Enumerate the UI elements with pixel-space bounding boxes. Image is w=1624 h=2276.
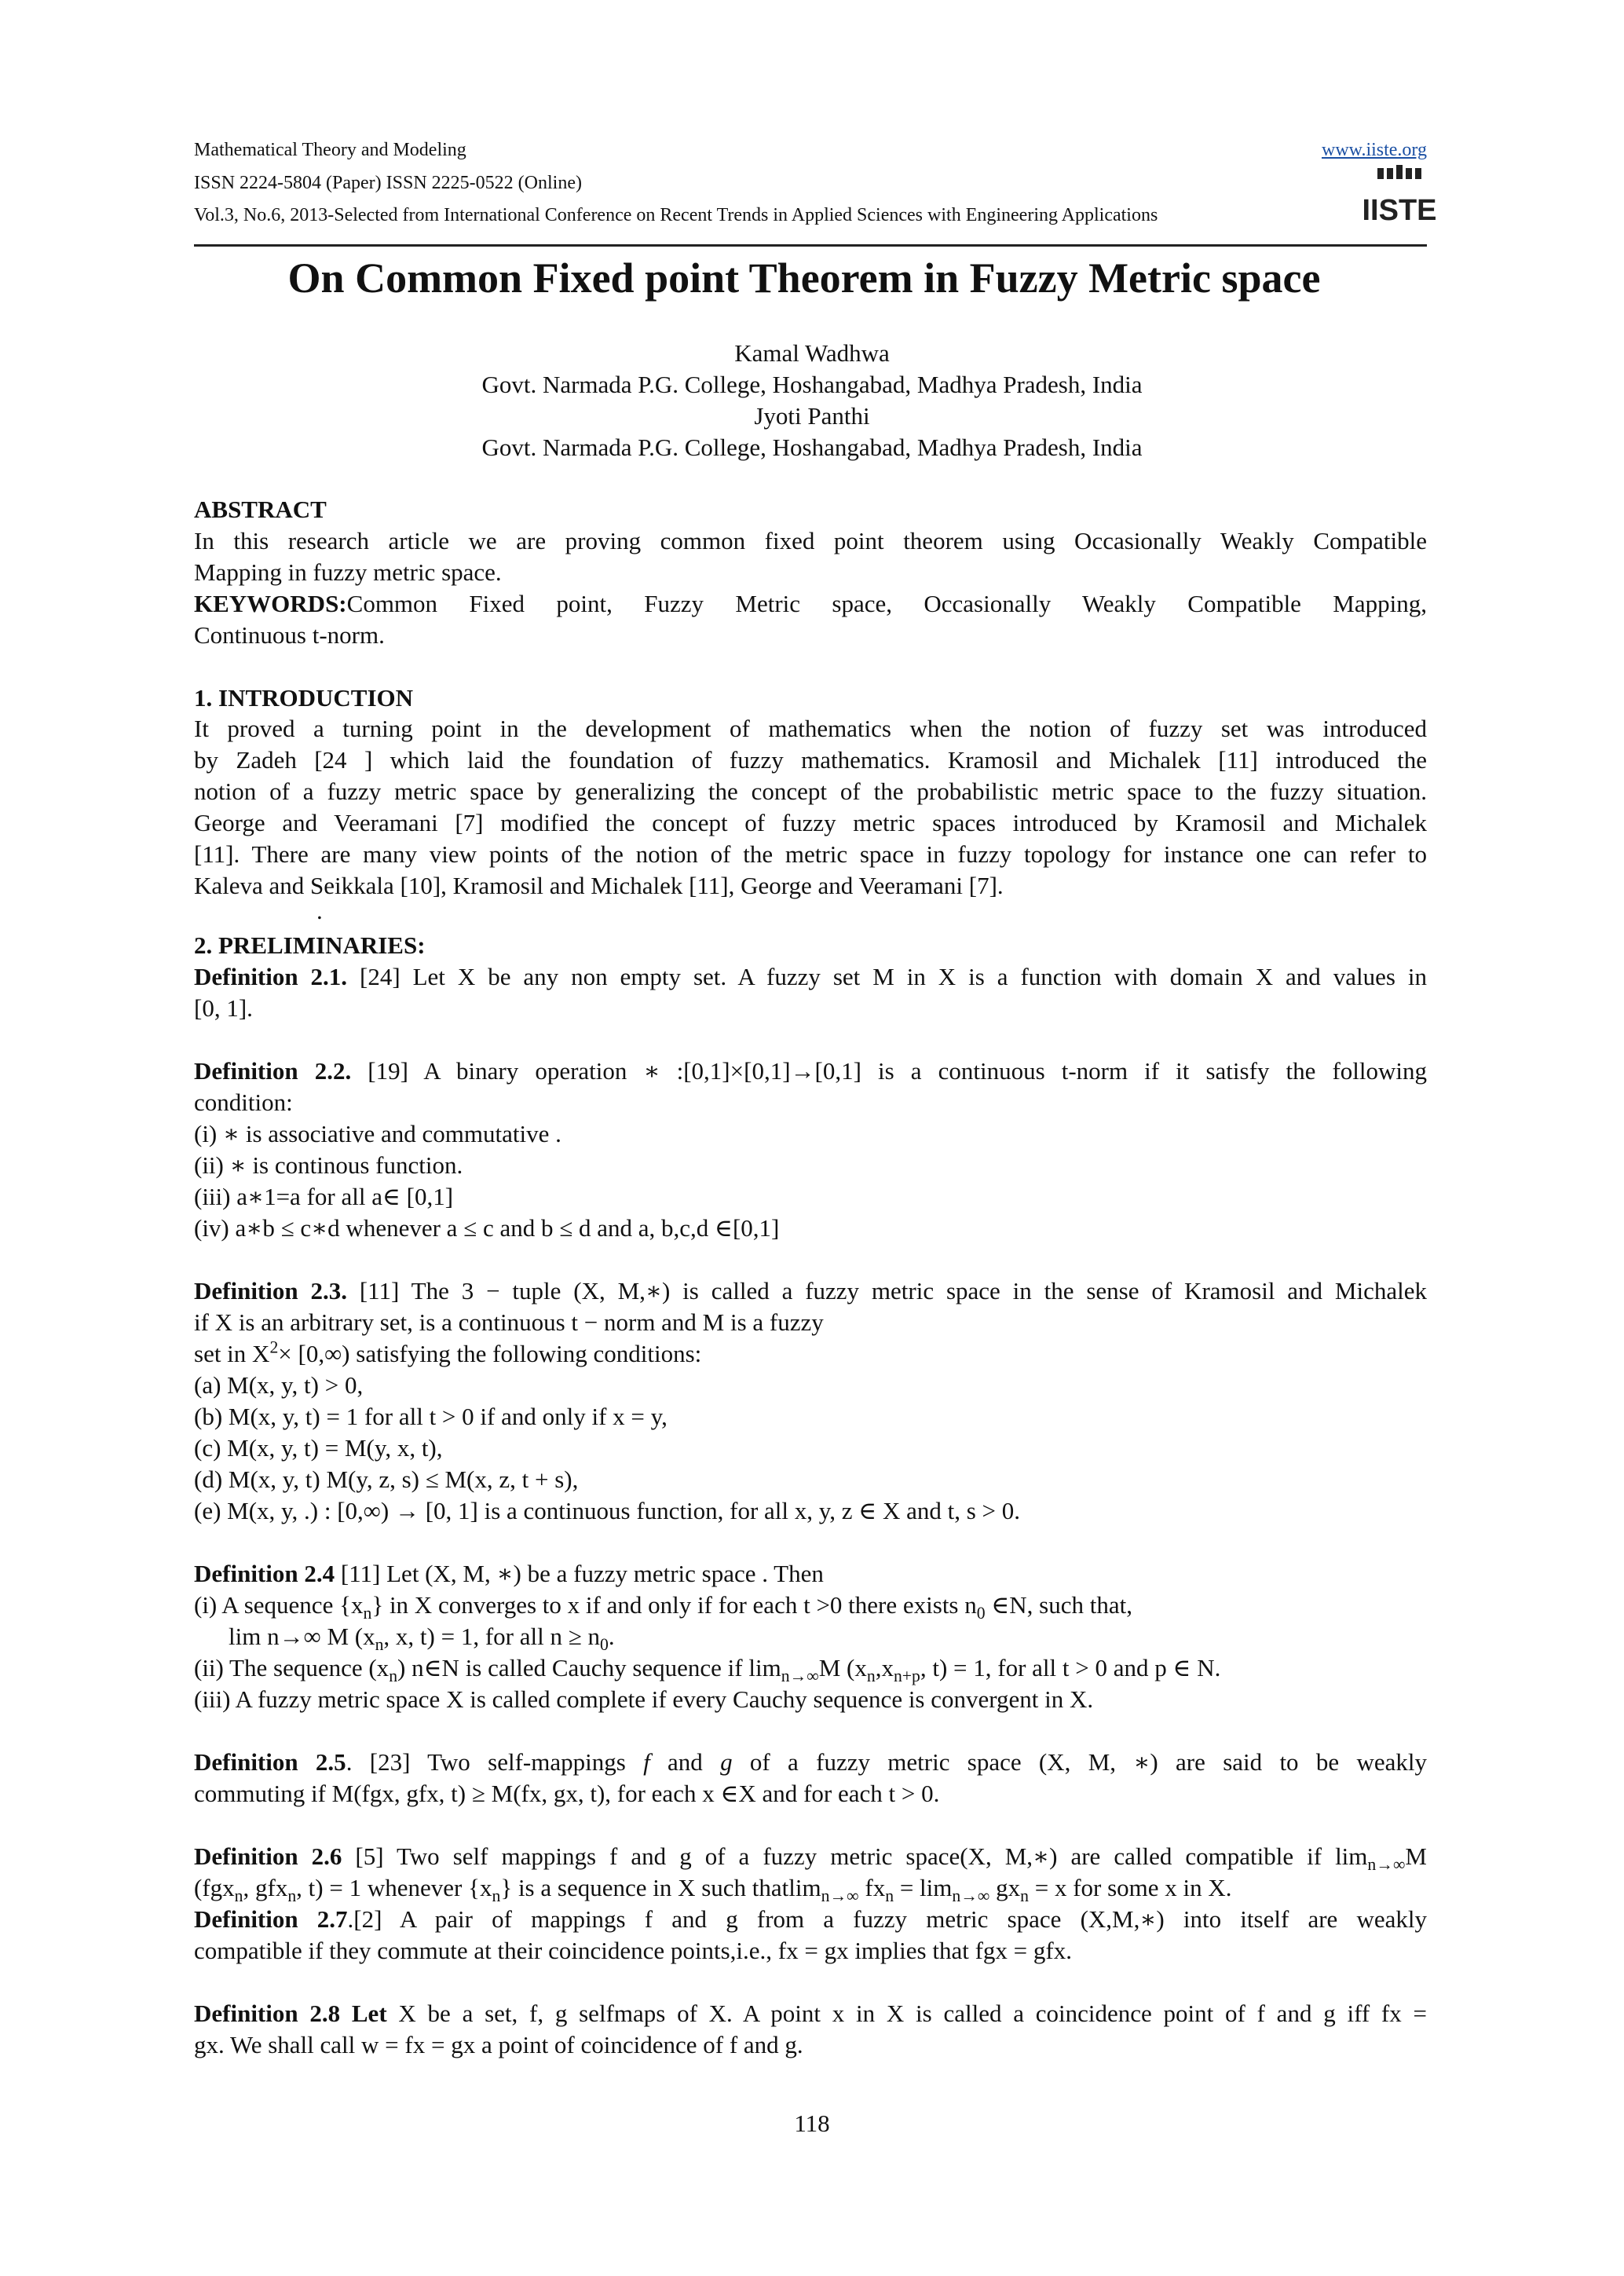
abstract-heading: ABSTRACT [194, 496, 327, 523]
definition-line: commuting if M(fgx, gfx, t) ≥ M(fx, gx, t), for each x ∈X and for each t > 0. [194, 1780, 940, 1807]
definition-item: (a) M(x, y, t) > 0, [194, 1371, 364, 1399]
section-heading-preliminaries: 2. PRELIMINARIES: [194, 931, 426, 959]
definition-2-4: Definition 2.4 [11] Let (X, M, ∗) be a fuzzy metric space . Then [194, 1560, 824, 1587]
definition-item: (iv) a∗b ≤ c∗d whenever a ≤ c and b ≤ d and a, b,c,d ∈[0,1] [194, 1214, 780, 1242]
definition-item: lim n→∞ M ($x_n$, x, t) = 1, for all $n \ge n_0$. [229, 1623, 615, 1655]
issn-line: ISSN 2224-5804 (Paper) ISSN 2225-0522 (Online) [194, 173, 582, 193]
journal-url-link[interactable]: www.iiste.org [1322, 140, 1427, 160]
definition-item: (iii) a∗1=a for all a∈ [0,1] [194, 1183, 454, 1210]
page-number: 118 [794, 2110, 830, 2137]
definition-2-2: Definition 2.2. [19] A binary operation ∗ :[0,1]×[0,1]→[0,1] is a continuous t-norm if it satisfy the following [194, 1057, 1427, 1085]
author-2-affiliation: Govt. Narmada P.G. College, Hoshangabad, Madhya Pradesh, India [481, 434, 1143, 461]
volume-line: Vol.3, No.6, 2013-Selected from International Conference on Recent Trends in Applied Sciences with Engineering Applications [194, 205, 1158, 225]
keywords-line: Continuous t-norm. [194, 621, 385, 649]
intro-line: George and Veeramani [7] modified the concept of fuzzy metric spaces introduced by Kramosil and Michalek [194, 809, 1427, 836]
keywords-line: KEYWORDS:Common Fixed point, Fuzzy Metric space, Occasionally Weakly Compatible Mapping, [194, 590, 1427, 617]
definition-line: [0, 1]. [194, 994, 253, 1022]
author-1-affiliation: Govt. Narmada P.G. College, Hoshangabad, Madhya Pradesh, India [481, 371, 1143, 398]
definition-item: (i) A sequence $\{x_n\}$ in X converges to x if and only if for each t >0 there exists $n_0$ ∈N, such that, [194, 1591, 1132, 1623]
author-2-name: Jyoti Panthi [754, 402, 870, 430]
definition-item: (b) M(x, y, t) = 1 for all t > 0 if and only if x = y, [194, 1403, 668, 1430]
definition-item: (ii) ∗ is continous function. [194, 1151, 463, 1179]
journal-name: Mathematical Theory and Modeling [194, 140, 466, 160]
definition-item: (d) M(x, y, t) M(y, z, s) ≤ M(x, z, t + s), [194, 1465, 579, 1493]
iiste-logo-icon [1362, 165, 1437, 227]
definition-line: compatible if they commute at their coincidence points,i.e., fx = gx implies that fgx = gfx. [194, 1937, 1072, 1964]
paper-title: On Common Fixed point Theorem in Fuzzy Metric space [287, 254, 1321, 302]
definition-item: condition: [194, 1089, 293, 1116]
definition-item: (e) M(x, y, .) : [0,∞) → [0, 1] is a continuous function, for all x, y, z ∈ X and t, s > 0. [194, 1497, 1021, 1524]
intro-line: notion of a fuzzy metric space by generalizing the concept of the probabilistic metric space to the fuzzy situation. [194, 778, 1427, 805]
definition-2-3: Definition 2.3. [11] The 3 − tuple (X, M,∗) is called a fuzzy metric space in the sense of Kramosil and Michalek [194, 1277, 1427, 1304]
intro-line: [11]. There are many view points of the notion of the metric space in fuzzy topology for instance one can refer to [194, 840, 1427, 868]
definition-line: if X is an arbitrary set, is a continuous t − norm and M is a fuzzy [194, 1308, 824, 1336]
definition-item: (c) M(x, y, t) = M(y, x, t), [194, 1434, 443, 1462]
section-heading-introduction: 1. INTRODUCTION [194, 684, 414, 712]
author-1-name: Kamal Wadhwa [734, 339, 890, 367]
definition-item: (i) ∗ is associative and commutative . [194, 1120, 561, 1147]
definition-2-8: Definition 2.8 Let X be a set, f, g selfmaps of X. A point x in X is called a coincidence point of f and g iff fx = [194, 2000, 1427, 2027]
intro-line: Kaleva and Seikkala [10], Kramosil and Michalek [11], George and Veeramani [7]. [194, 872, 1004, 899]
definition-line: (fgx$_n$, gfx$_n$, t) = 1 whenever $\{x_n\}$ is a sequence in X such thatlim$_{n\to\infty}$ $fx_n = \lim_{n\to\infty} gx_n = x$ for some x in X. [194, 1874, 1232, 1906]
definition-2-6: Definition 2.6 [5] Two self mappings f and g of a fuzzy metric space(X, M,∗) are called compatible if $\lim_{n\to\infty}M$ [194, 1842, 1427, 1875]
header-rule [194, 244, 1427, 247]
definition-2-7: Definition 2.7.[2] A pair of mappings f and g from a fuzzy metric space (X,M,∗) into itself are weakly [194, 1905, 1427, 1933]
definition-2-1: Definition 2.1. [24] Let X be any non empty set. A fuzzy set M in X is a function with domain X and values in [194, 963, 1427, 990]
abstract-line: Mapping in fuzzy metric space. [194, 558, 502, 586]
logo-text: IISTE [1362, 194, 1437, 227]
stray-dot: . [316, 897, 323, 924]
definition-line: gx. We shall call w = fx = gx a point of coincidence of f and g. [194, 2031, 803, 2058]
abstract-line: In this research article we are proving common fixed point theorem using Occasionally Weakly Compatible [194, 527, 1427, 554]
intro-line: It proved a turning point in the development of mathematics when the notion of fuzzy set was introduced [194, 715, 1427, 742]
definition-line: set in $X^2\times [0,\infty)$ satisfying the following conditions: [194, 1337, 702, 1367]
definition-2-5: Definition 2.5. [23] Two self-mappings f and g of a fuzzy metric space (X, M, ∗) are said to be weakly [194, 1748, 1427, 1776]
keywords-label: KEYWORDS: [194, 590, 347, 617]
definition-item: (ii) The sequence $(x_n)$ n∈N is called Cauchy sequence if $\lim_{n\to\infty}M$ ($x_n,x_{n+p}$, t) = 1, for all t > 0 and p ∈ N. [194, 1654, 1221, 1686]
definition-item: (iii) A fuzzy metric space X is called complete if every Cauchy sequence is convergent in X. [194, 1685, 1094, 1713]
intro-line: by Zadeh [24 ] which laid the foundation of fuzzy mathematics. Kramosil and Michalek [11] introduced the [194, 746, 1427, 774]
